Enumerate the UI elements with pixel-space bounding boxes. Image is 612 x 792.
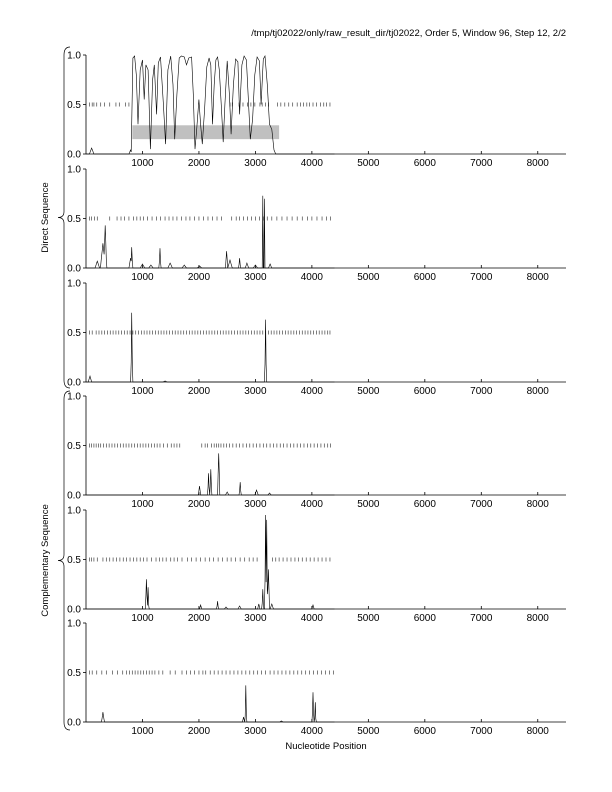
signal-line (86, 313, 335, 382)
x-tick-label: 7000 (470, 726, 493, 737)
x-tick-label: 1000 (131, 272, 154, 283)
y-tick-label: 0.5 (67, 100, 81, 111)
y-tick-label: 1.0 (67, 164, 81, 176)
x-tick-label: 2000 (187, 726, 211, 737)
panels (67, 51, 566, 738)
x-tick-label: 3000 (244, 613, 267, 624)
x-tick-label: 8000 (526, 499, 549, 510)
panel-complementary-frame-1 (67, 392, 566, 511)
group-labels (40, 47, 70, 730)
y-tick-label: 1.0 (67, 278, 81, 290)
x-tick-label: 3000 (244, 272, 267, 283)
y-tick-label: 0.0 (67, 604, 81, 616)
x-tick-label: 4000 (300, 726, 324, 737)
panel-complementary-frame-3 (67, 619, 566, 738)
x-tick-label: 6000 (413, 158, 436, 169)
y-tick-label: 0.5 (67, 555, 81, 566)
y-tick-label: 0.0 (67, 149, 81, 161)
x-axis-label: Nucleotide Position (285, 741, 367, 752)
panel-complementary-frame-2 (67, 506, 566, 625)
x-tick-label: 2000 (187, 499, 211, 510)
x-tick-label: 2000 (187, 158, 211, 169)
x-tick-label: 6000 (413, 272, 436, 283)
x-tick-label: 4000 (300, 613, 324, 624)
x-tick-label: 3000 (244, 158, 267, 169)
x-tick-label: 6000 (413, 499, 436, 510)
x-tick-label: 5000 (357, 272, 380, 283)
x-tick-label: 1000 (131, 386, 154, 397)
x-tick-label: 4000 (300, 272, 324, 283)
panel-direct-frame-1 (67, 51, 566, 170)
x-tick-label: 8000 (526, 272, 549, 283)
x-tick-label: 7000 (470, 386, 493, 397)
y-tick-label: 0.0 (67, 490, 81, 502)
x-tick-label: 1000 (131, 158, 154, 169)
x-tick-label: 3000 (244, 499, 267, 510)
y-tick-label: 0.5 (67, 668, 81, 679)
x-tick-label: 7000 (470, 613, 493, 624)
y-tick-label: 0.5 (67, 441, 81, 452)
x-tick-label: 6000 (413, 726, 436, 737)
complementary-sequence-label: Complementary Sequence (40, 504, 51, 617)
x-tick-label: 4000 (300, 386, 324, 397)
y-tick-label: 0.0 (67, 377, 81, 389)
x-tick-label: 8000 (526, 386, 549, 397)
x-tick-label: 3000 (244, 726, 267, 737)
x-tick-label: 8000 (526, 726, 549, 737)
y-tick-label: 1.0 (67, 391, 81, 403)
x-tick-label: 2000 (187, 613, 211, 624)
x-tick-label: 5000 (357, 158, 380, 169)
x-tick-label: 7000 (470, 499, 493, 510)
x-tick-label: 3000 (244, 386, 267, 397)
highlight-region (132, 125, 279, 139)
signal-line (86, 515, 335, 609)
y-tick-label: 0.0 (67, 717, 81, 729)
panel-direct-frame-3 (67, 279, 566, 398)
x-tick-label: 6000 (413, 386, 436, 397)
y-tick-label: 0.0 (67, 263, 81, 275)
x-tick-label: 1000 (131, 613, 154, 624)
chart-header: /tmp/tj02022/only/raw_result_dir/tj02022, Order 5, Window 96, Step 12, 2/2 (251, 28, 566, 39)
signal-line (86, 453, 335, 495)
x-tick-label: 1000 (131, 726, 154, 737)
y-tick-label: 0.5 (67, 328, 81, 339)
y-tick-label: 1.0 (67, 505, 81, 517)
x-tick-label: 7000 (470, 158, 493, 169)
x-tick-label: 5000 (357, 499, 380, 510)
signal-line (86, 685, 335, 722)
x-tick-label: 5000 (357, 726, 380, 737)
x-tick-label: 4000 (300, 499, 324, 510)
direct-sequence-label: Direct Sequence (40, 182, 51, 253)
x-tick-label: 2000 (187, 386, 211, 397)
x-tick-label: 5000 (357, 386, 380, 397)
x-tick-label: 8000 (526, 613, 549, 624)
x-tick-label: 8000 (526, 158, 549, 169)
y-tick-label: 0.5 (67, 214, 81, 225)
x-tick-label: 5000 (357, 613, 380, 624)
signal-line (86, 196, 335, 268)
x-tick-label: 6000 (413, 613, 436, 624)
x-tick-label: 4000 (300, 158, 324, 169)
x-tick-label: 2000 (187, 272, 211, 283)
panel-direct-frame-2 (67, 165, 566, 284)
x-tick-label: 1000 (131, 499, 154, 510)
y-tick-label: 1.0 (67, 50, 81, 62)
y-tick-label: 1.0 (67, 618, 81, 630)
x-tick-label: 7000 (470, 272, 493, 283)
